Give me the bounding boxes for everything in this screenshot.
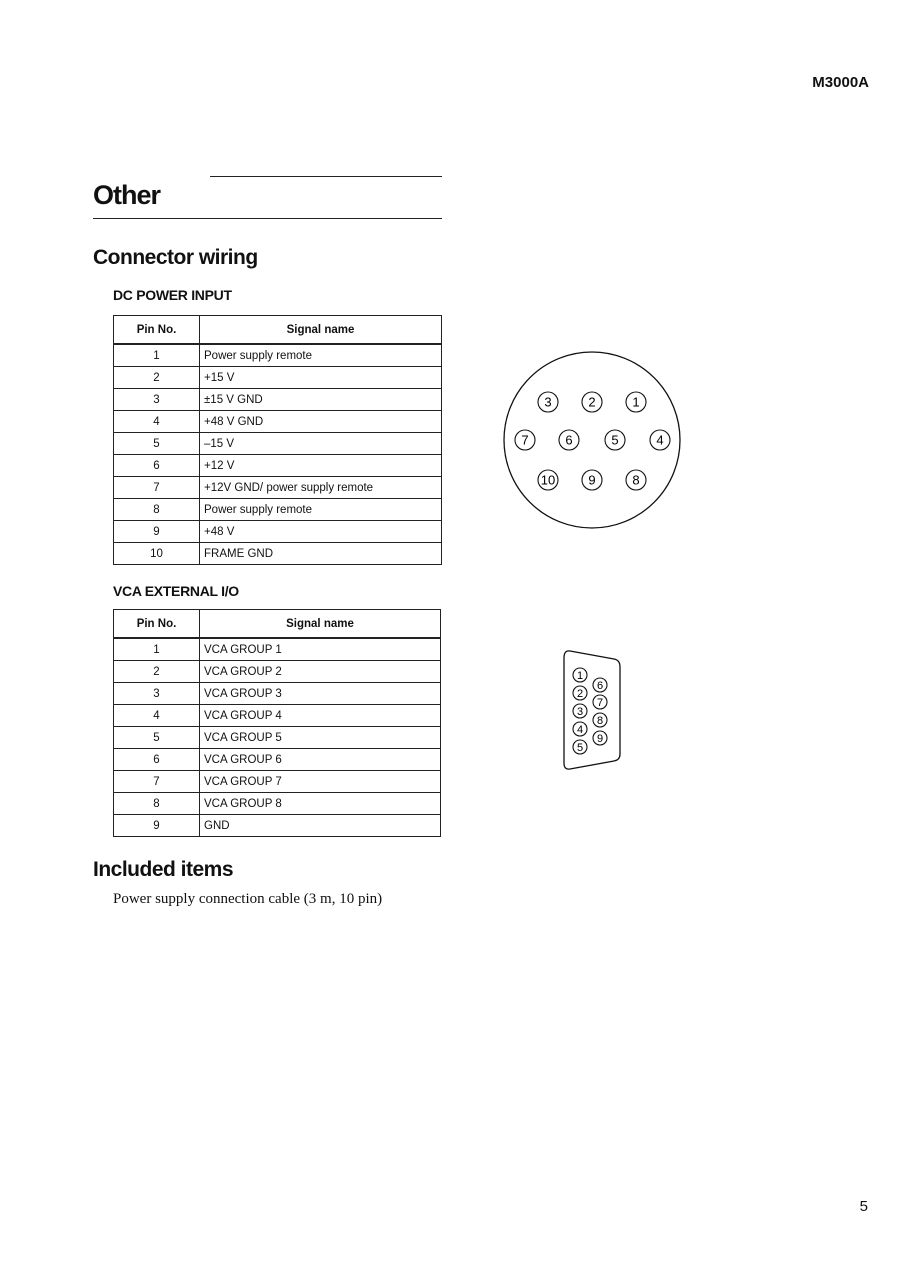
table-header-row: [114, 610, 441, 639]
signal-cell: VCA GROUP 8: [200, 793, 441, 815]
table-row: [114, 638, 441, 661]
pin-cell: 9: [114, 521, 200, 543]
signal-cell: VCA GROUP 5: [200, 727, 441, 749]
pin-cell: 5: [114, 433, 200, 455]
page-title: Other: [93, 180, 161, 210]
pin-label: 9: [588, 472, 596, 488]
signal-cell: +12 V: [200, 455, 442, 477]
title-underline: [93, 218, 442, 219]
dsub-connector-outline: [564, 651, 620, 769]
vca-heading: VCA EXTERNAL I/O: [113, 583, 239, 599]
signal-cell: Power supply remote: [200, 499, 442, 521]
pin-cell: 6: [114, 455, 200, 477]
pin-cell: 3: [114, 389, 200, 411]
pin-label: 5: [576, 741, 584, 754]
signal-cell: VCA GROUP 3: [200, 683, 441, 705]
pin-label: 8: [632, 472, 640, 488]
signal-cell: VCA GROUP 7: [200, 771, 441, 793]
pin-cell: 7: [114, 477, 200, 499]
pin-cell: 8: [114, 499, 200, 521]
pin-cell: 4: [114, 411, 200, 433]
pin-label: 4: [576, 723, 584, 736]
pin-label: 8: [596, 714, 604, 727]
page-number: 5: [859, 1198, 868, 1215]
table-row: [114, 727, 441, 749]
column-header-pin: Pin No.: [114, 610, 200, 639]
table-row: [114, 455, 442, 477]
table-row: [114, 543, 442, 565]
table-row: [114, 815, 441, 837]
table-row: [114, 705, 441, 727]
table-row: [114, 771, 441, 793]
pin-label: 6: [596, 679, 604, 692]
pin-cell: 5: [114, 727, 200, 749]
pin-cell: 1: [114, 638, 200, 661]
signal-cell: ±15 V GND: [200, 389, 442, 411]
pin-label: 10: [540, 472, 556, 488]
table-row: [114, 749, 441, 771]
signal-cell: VCA GROUP 6: [200, 749, 441, 771]
pin-cell: 9: [114, 815, 200, 837]
pin-cell: 10: [114, 543, 200, 565]
table-row: [114, 793, 441, 815]
table-row: [114, 367, 442, 389]
column-header-signal: Signal name: [200, 610, 441, 639]
pin-label: 3: [544, 394, 552, 410]
connector-wiring-heading: Connector wiring: [93, 246, 258, 269]
table-row: [114, 499, 442, 521]
signal-cell: VCA GROUP 2: [200, 661, 441, 683]
pin-label: 2: [576, 687, 584, 700]
signal-cell: +48 V GND: [200, 411, 442, 433]
pin-label: 5: [611, 432, 619, 448]
pin-label: 1: [632, 394, 640, 410]
pin-cell: 3: [114, 683, 200, 705]
signal-cell: VCA GROUP 4: [200, 705, 441, 727]
pin-label: 1: [576, 669, 584, 682]
pin-cell: 6: [114, 749, 200, 771]
included-items-text: Power supply connection cable (3 m, 10 pin): [113, 891, 383, 907]
signal-cell: FRAME GND: [200, 543, 442, 565]
pin-cell: 1: [114, 344, 200, 367]
table-row: [114, 661, 441, 683]
dsub-connector-diagram: [560, 648, 625, 773]
pin-label: 2: [588, 394, 596, 410]
table-header-row: [114, 316, 442, 345]
table-row: [114, 477, 442, 499]
table-row: [114, 389, 442, 411]
column-header-signal: Signal name: [200, 316, 442, 345]
dc-power-heading: DC POWER INPUT: [113, 287, 232, 303]
pin-cell: 4: [114, 705, 200, 727]
pin-label: 3: [576, 705, 584, 718]
pin-label: 6: [565, 432, 573, 448]
signal-cell: +12V GND/ power supply remote: [200, 477, 442, 499]
dc-power-table: [113, 315, 442, 565]
pin-cell: 8: [114, 793, 200, 815]
top-rule: [210, 176, 442, 177]
model-number: M3000A: [812, 74, 869, 91]
table-row: [114, 521, 442, 543]
column-header-pin: Pin No.: [114, 316, 200, 345]
signal-cell: –15 V: [200, 433, 442, 455]
pin-label: 4: [656, 432, 664, 448]
pin-cell: 2: [114, 367, 200, 389]
table-row: [114, 433, 442, 455]
round-connector-outline: [504, 352, 680, 528]
table-row: [114, 683, 441, 705]
pin-label: 7: [596, 696, 604, 709]
round-connector-diagram: [500, 350, 685, 530]
included-items-heading: Included items: [93, 858, 234, 881]
signal-cell: GND: [200, 815, 441, 837]
signal-cell: +15 V: [200, 367, 442, 389]
pin-cell: 2: [114, 661, 200, 683]
signal-cell: Power supply remote: [200, 344, 442, 367]
table-row: [114, 344, 442, 367]
table-row: [114, 411, 442, 433]
pin-label: 9: [596, 732, 604, 745]
signal-cell: +48 V: [200, 521, 442, 543]
vca-table: [113, 609, 441, 837]
pin-cell: 7: [114, 771, 200, 793]
pin-label: 7: [521, 432, 529, 448]
signal-cell: VCA GROUP 1: [200, 638, 441, 661]
